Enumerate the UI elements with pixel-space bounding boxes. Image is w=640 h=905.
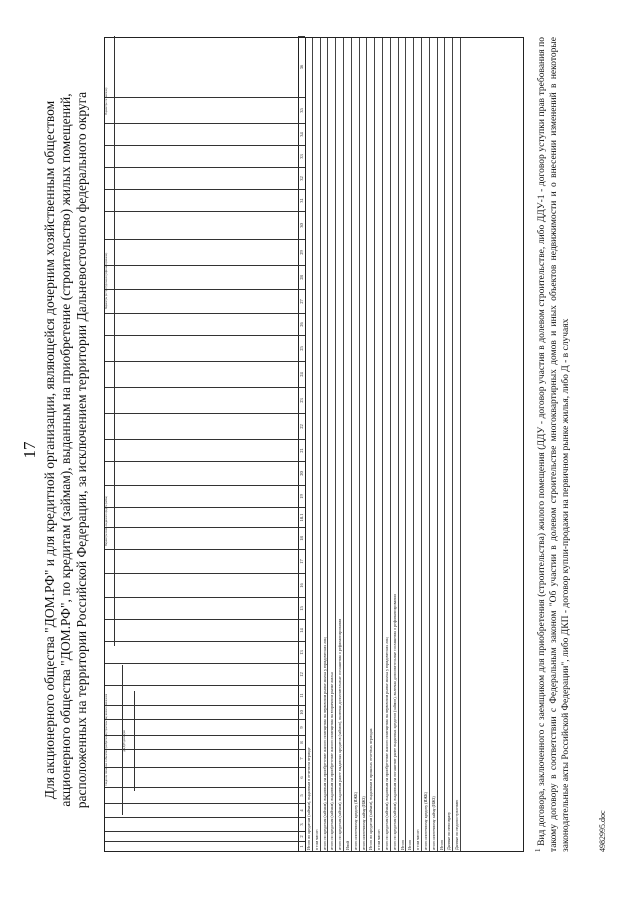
column-number: 9 [298, 719, 305, 735]
table-row [406, 38, 414, 851]
table-row [399, 38, 407, 851]
row-label: итого ипотечному кредиту (ИЖК) [423, 792, 428, 850]
row-label: итого ипотечному займу (ИЖЗ) [360, 796, 366, 850]
column-number: 2 [298, 831, 305, 841]
header-group-borrower: Параметры по заемщику [105, 36, 115, 166]
header-column [105, 685, 298, 705]
column-number: 26 [298, 313, 305, 335]
column-number: 33 [298, 145, 305, 167]
table-row [336, 38, 344, 851]
column-number: 19 [298, 485, 305, 507]
row-label: в том числе: [415, 829, 421, 850]
header-column [105, 719, 298, 735]
header-column [105, 97, 298, 123]
column-number: 27 [298, 289, 305, 313]
column-number: 1 [298, 841, 305, 851]
header-column [105, 289, 298, 313]
footnote-text: Вид договора, заключенного с заемщиком для приобретения (строительства) жилого помещения (ДДУ - договор участия в долевом строительстве, либо ДДУ-1 - договор уступки прав требования по такому договору в соответствии с Федеральным законом "Об участии в долевом строительстве многоквартирных домов и иных объектов недвижимости и о внесении изменений в некоторые законодательные акты Российской Федерации", либо ДКП - договор купли-продажи на первичном рынке жилья, либо Д - в случаях [537, 37, 572, 852]
header-column [105, 167, 298, 189]
header-column [105, 527, 298, 549]
table-row [430, 38, 438, 851]
column-number: 13 [298, 641, 305, 663]
header-column [105, 735, 298, 749]
header-column [105, 239, 298, 265]
table-row [453, 38, 461, 851]
table-row [328, 38, 336, 851]
table-row [422, 38, 430, 851]
column-number: 29 [298, 239, 305, 265]
table-row [375, 38, 383, 851]
column-number: 34 [298, 123, 305, 145]
header-column [105, 817, 298, 831]
column-number: 36 [298, 36, 305, 97]
header-column [105, 313, 298, 335]
table-row [383, 38, 391, 851]
table-row [321, 38, 329, 851]
column-number: 18 [298, 527, 305, 549]
header-column [105, 641, 298, 663]
header-column [105, 265, 298, 289]
title-line: акционерного общества "ДОМ.РФ", по кредитам (займам), выданным на приобретение (строительство) жилых помещений, [58, 93, 73, 807]
column-number: 25 [298, 335, 305, 361]
table-row [438, 38, 446, 851]
row-label: итого по кредитам (займам), выданным ранее выданных кредитов (займов), включая дополнительные соглашения о рефинансировании [337, 618, 343, 850]
header-column [105, 841, 298, 851]
header-column [105, 361, 298, 387]
row-label: итого ипотечному кредиту (ИЖК) [352, 792, 358, 850]
table-row [344, 38, 352, 851]
footnote-mark: 1 [534, 848, 542, 852]
column-number: 32 [298, 167, 305, 189]
column-number: 35 [298, 97, 305, 123]
header-column [105, 831, 298, 841]
report-table [104, 37, 524, 852]
header-column [105, 36, 298, 97]
column-number: 14 [298, 619, 305, 641]
header-column [105, 619, 298, 641]
header-column [105, 597, 298, 619]
table-row [352, 38, 360, 851]
column-number: 10 [298, 705, 305, 719]
document-code: 4982995.doc [598, 810, 607, 852]
column-number: 21 [298, 439, 305, 461]
header-column [105, 749, 298, 767]
column-number: 12 [298, 663, 305, 685]
header-column [105, 461, 298, 485]
header-group-ddu: для ДДУ/договоров [123, 691, 135, 791]
header-column [105, 705, 298, 719]
rotated-landscape-page [20, 20, 620, 880]
header-column [105, 145, 298, 167]
column-number: 20 [298, 461, 305, 485]
header-column [105, 413, 298, 439]
header-column [105, 123, 298, 145]
header-group-credit: Параметры вновь выданного кредита (займа) [105, 396, 115, 646]
row-label: итого по кредитам (займам), выданным на приобретение жилого помещения на первичном рынке жилья у юридических лиц [321, 637, 327, 850]
header-group-refi: Параметры реструктуризации (рефинансирования) [105, 166, 115, 396]
row-label: в том числе: [376, 829, 382, 850]
page-number: 17 [20, 441, 39, 459]
header-column [105, 803, 298, 817]
column-number: 5 [298, 787, 305, 803]
header-column [105, 573, 298, 597]
table-row [305, 38, 313, 851]
row-label: в том числе: [313, 829, 319, 850]
row-label: итого по кредитам (займам), выданным на погашение ранее выданных кредитов (займов), включая дополнительные соглашения о рефинансировании [391, 594, 397, 850]
column-number: 6 [298, 767, 305, 787]
table-row [367, 38, 375, 851]
column-number: 4 [298, 803, 305, 817]
row-label: Итого [407, 839, 413, 850]
column-number: 7 [298, 749, 305, 767]
column-number: 31 [298, 189, 305, 211]
row-label: Данные по недопоступлению [454, 799, 460, 850]
header-column [105, 549, 298, 573]
column-number: 24 [298, 361, 305, 387]
row-label: итого ипотечному займу (ИЖЗ) [430, 796, 436, 850]
row-label: Данные по невозврату [446, 811, 452, 850]
header-column [105, 507, 298, 527]
column-number: 22 [298, 413, 305, 439]
column-number: 16 [298, 573, 305, 597]
header-group-object: Сведения, связанные с объектом приобретения (строительства) жилого помещения [105, 665, 123, 815]
row-label: Итого [438, 839, 444, 850]
title-line: расположенных на территории Российской Федерации, за исключением территории Дальневосточного федерального округа [74, 91, 89, 809]
column-number: 30 [298, 211, 305, 239]
row-label: итого по кредитам (займам), выданным на приобретение жилого помещения на первичном рынке жилья у юридических лиц [384, 637, 389, 850]
header-column [105, 787, 298, 803]
row-label: Итого по кредитам (займам), выданным в прошлых отчетных периодах [368, 728, 374, 850]
header-column [105, 387, 298, 413]
row-label: Иной [345, 840, 350, 850]
table-row [414, 38, 422, 851]
title-line: Для акционерного общества "ДОМ.РФ" и для кредитной организации, являющейся дочерним хозяйственным обществом [42, 100, 57, 800]
header-column [105, 189, 298, 211]
header-column [105, 211, 298, 239]
table-row [445, 38, 453, 851]
column-number: 11 [298, 685, 305, 705]
table-header [105, 38, 299, 851]
header-column [105, 439, 298, 461]
column-number: 23 [298, 387, 305, 413]
table-row [391, 38, 399, 851]
column-number: 3 [298, 817, 305, 831]
header-column [105, 767, 298, 787]
column-number: 18.1 [298, 507, 305, 527]
column-number: 17 [298, 549, 305, 573]
row-label: Итого по кредитам (займам), выданным в отчетном периоде [306, 747, 311, 850]
footnote [532, 37, 572, 852]
header-column [105, 663, 298, 685]
table-row [313, 38, 321, 851]
header-column [105, 485, 298, 507]
document-title [42, 50, 90, 850]
header-column [105, 335, 298, 361]
column-number: 28 [298, 265, 305, 289]
row-label: Итого [399, 839, 405, 850]
row-label: итого по кредитам (займам), выданным на приобретение жилого помещения на вторичном рынке жилья [329, 672, 335, 850]
table-row [360, 38, 368, 851]
column-number: 8 [298, 735, 305, 749]
column-number: 15 [298, 597, 305, 619]
